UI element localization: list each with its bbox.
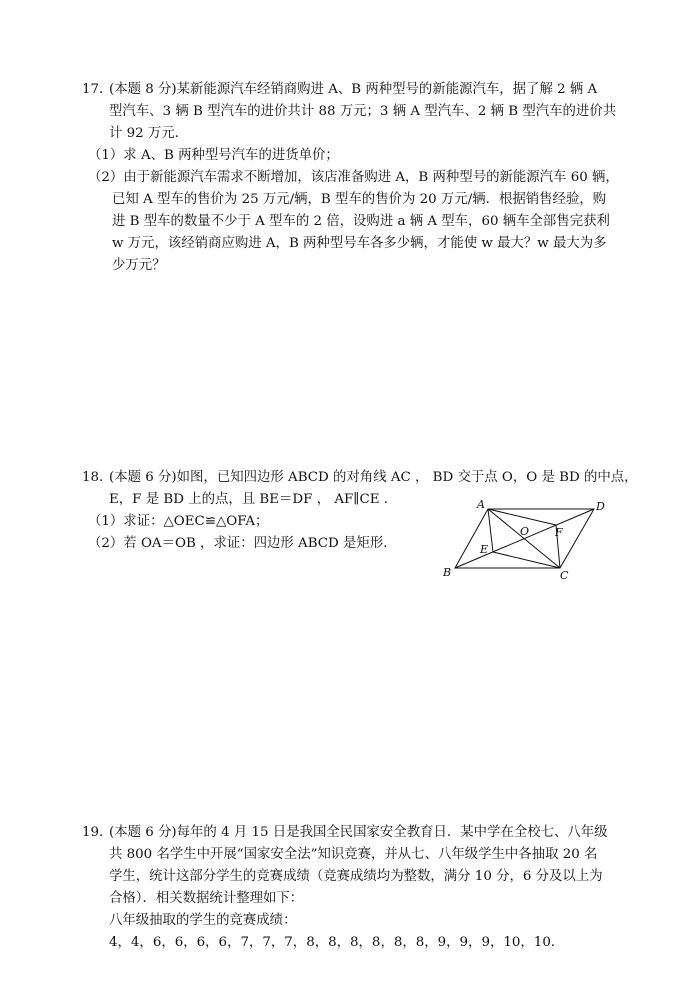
q19-line-2: 共 800 名学生中开展“国家安全法”知识竞赛，并从七、八年级学生中各抽取 20 名 [109, 847, 598, 862]
q17-number: 17． [82, 82, 113, 97]
label-b: B [443, 566, 452, 579]
label-a: A [477, 498, 485, 511]
q19-line-4: 合格）．相关数据统计整理如下： [109, 891, 304, 906]
q17-part-2-line-4: w 万元，该经销商应购进 A，B 两种型号车各多少辆，才能使 w 最大？w 最大为多 [112, 236, 607, 251]
q17-line-3: 计 92 万元． [109, 126, 189, 141]
label-e: E [480, 543, 489, 556]
label-d: D [596, 500, 605, 513]
q17-part-1: （1）求 A、B 两种型号汽车的进货单价； [88, 148, 339, 163]
q17-part-2-line-2: 已知 A 型车的售价为 25 万元/辆，B 型车的售价为 20 万元/辆．根据销售经验，购 [112, 192, 607, 207]
label-o: O [520, 525, 530, 538]
parallelogram-figure [430, 495, 615, 585]
q17-line-1: 17．(本题 8 分)某新能源汽车经销商购进 A、B 两种型号的新能源汽车，据了解 2 辆 A [82, 79, 622, 101]
q18-part-1: （1）求证：△OEC≌△OFA； [88, 514, 269, 529]
q17-part-2-line-1: （2）由于新能源汽车需求不断增加，该店准备购进 A，B 两种型号的新能源汽车 60 辆， [88, 170, 619, 185]
segment-ae [488, 509, 493, 552]
q19-line-3: 学生，统计这部分学生的竞赛成绩（竞赛成绩均为整数，满分 10 分，6 分及以上为 [109, 869, 603, 884]
q19-number: 19． [82, 825, 113, 840]
label-c: C [560, 569, 569, 582]
q17-part-2-line-5: 少万元？ [112, 258, 166, 273]
q17-part-2-line-3: 进 B 型车的数量不少于 A 型车的 2 倍，设购进 a 辆 A 型车，60 辆车全部售完获利 [112, 214, 610, 229]
q18-line-1: 18．(本题 6 分)如图，已知四边形 ABCD 的对角线 AC ， BD 交于点 O，O 是 BD 的中点， [82, 467, 622, 489]
q17-line-2: 型汽车、3 辆 B 型汽车的进价共计 88 万元；3 辆 A 型汽车、2 辆 B 型汽车的进价共 [109, 104, 617, 119]
q18-number: 18． [82, 470, 113, 485]
question-19 [82, 822, 622, 954]
question-17 [82, 79, 622, 277]
q18-part-2: （2）若 OA＝OB ，求证：四边形 ABCD 是矩形． [88, 536, 397, 551]
q19-scores-line: 4，4，6，6，6，6，7，7，7，8，8，8，8，8，8，9，9，9，10，10． [109, 935, 565, 950]
label-f: F [555, 526, 563, 539]
q19-line-5: 八年级抽取的学生的竞赛成绩： [109, 913, 297, 928]
q19-line-1: 19．(本题 6 分)每年的 4 月 15 日是我国全民国家安全教育日．某中学在全校七、八年级 [82, 822, 622, 844]
q18-line-2: E，F 是 BD 上的点，且 BE＝DF ， AF∥CE . [109, 492, 389, 507]
